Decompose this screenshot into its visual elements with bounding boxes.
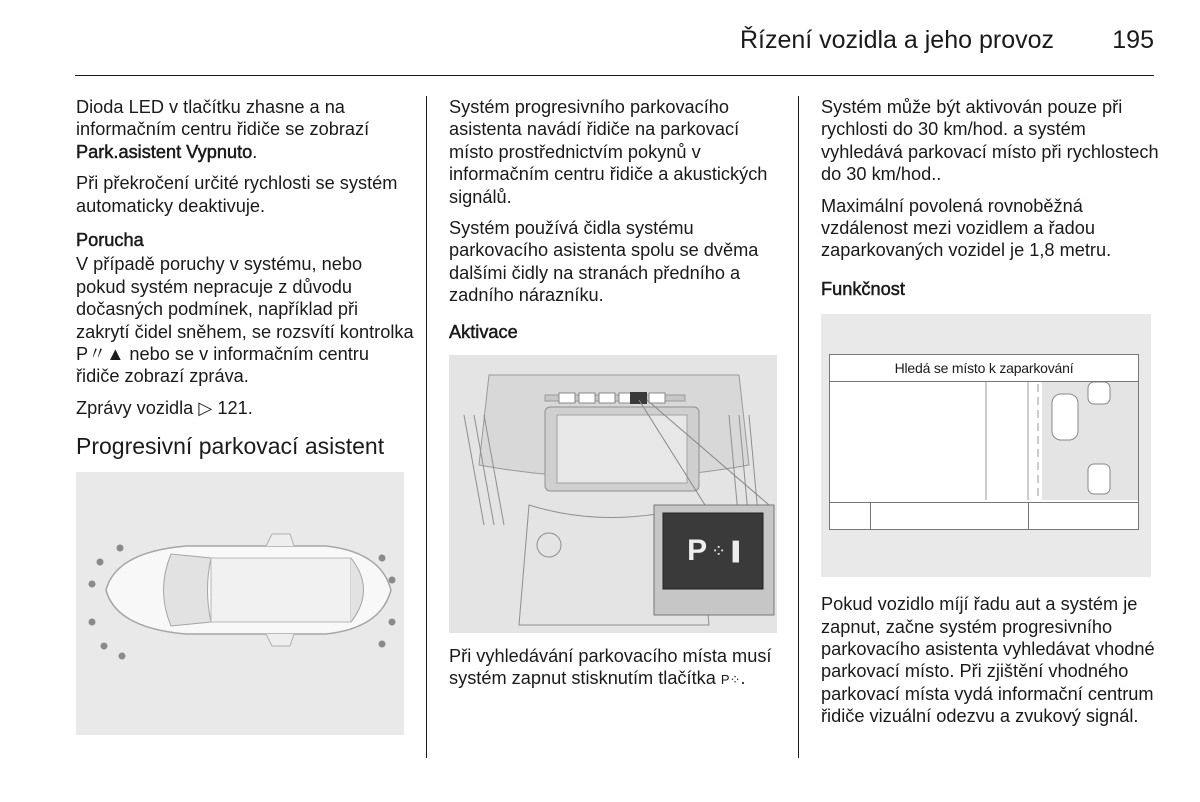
- paragraph-led-off: Dioda LED v tlačítku zhasne a na informačním centru řidiče se zobrazí Park.asistent Vypnuto.: [76, 97, 370, 162]
- header-rule: [75, 75, 1154, 76]
- paragraph-fault: V případě poruchy v systému, nebo pokud systém nepracuje z důvodu dočasných podmínek, například při zakrytí čidel sněhem, se rozsvítí kontrolka P〃▲ nebo se v informačním centru řidiče zobrazí zpráva.: [76, 254, 414, 387]
- driver-info-display: [829, 354, 1139, 530]
- paragraph-auto-deactivate: Při překročení určité rychlosti se systém automaticky deaktivuje.: [76, 173, 398, 216]
- dashboard-graphic: [449, 355, 777, 633]
- park-assist-icon: ⁘▐: [711, 541, 739, 562]
- page-reference-arrow-icon: ▷: [198, 397, 213, 418]
- section-title: Progresivní parkovací asistent: [76, 433, 385, 460]
- parking-lane-graphic: [830, 382, 1138, 500]
- paragraph-system-guides: Systém progresivního parkovacího asistenta navádí řidiče na parkovací místo prostřednictvím pokynů v informačním centru řidiče a akustických signálů.: [449, 97, 768, 207]
- park-assist-button-label: P: [687, 533, 708, 567]
- car-sensors-illustration: [76, 472, 404, 735]
- car-top-view-graphic: [76, 472, 404, 735]
- paragraph-sensors: Systém používá čidla systému parkovacího asistenta spolu se dvěma dalšími čidly na stranách předního a zadního nárazníku.: [449, 218, 759, 306]
- display-parking-graphic: [830, 382, 1138, 500]
- info-display-illustration: [821, 314, 1151, 577]
- page-reference-link[interactable]: 121.: [212, 397, 253, 418]
- paragraph-functionality: Pokud vozidlo míjí řadu aut a systém je zapnut, začne systém progresivního parkovacího asistenta vyhledávat vhodné parkovací místo. Při zjištění vhodného parkovací místa vydá informační centrum řidiče vizuální odezvu a zvukový signál.: [821, 594, 1155, 727]
- heading-porucha: Porucha: [76, 230, 144, 251]
- park-assist-warning-icon: P〃▲: [76, 344, 125, 365]
- paragraph-vehicle-messages: Zprávy vozidla ▷ 121.: [76, 397, 253, 418]
- park-assist-button-icon: P⁘: [720, 672, 741, 688]
- column-3: [821, 96, 1161, 737]
- column-1: [76, 96, 416, 735]
- dashboard-button-illustration: [449, 355, 777, 633]
- header-title: Řízení vozidla a jeho provoz: [739, 26, 1054, 54]
- display-status-bar: [830, 502, 1138, 529]
- park-assist-button[interactable]: [667, 517, 759, 585]
- column-divider-2: [798, 96, 799, 758]
- heading-funkcnost: Funkčnost: [821, 278, 905, 299]
- column-2: [449, 96, 779, 701]
- display-message: Park.asistent Vypnuto: [76, 141, 253, 162]
- column-divider-1: [426, 96, 427, 758]
- paragraph-distance: Maximální povolená rovnoběžná vzdálenost mezi vozidlem a řadou zaparkovaných vozidel je 1,8 metru.: [821, 195, 1112, 261]
- display-title: Hledá se místo k zaparkování: [830, 355, 1138, 382]
- paragraph-activation: Při vyhledávání parkovacího místa musí systém zapnut stisknutím tlačítka P⁘.: [449, 646, 772, 689]
- page-number: 195: [1112, 26, 1154, 54]
- paragraph-speed-limit: Systém může být aktivován pouze při rychlosti do 30 km/hod. a systém vyhledává parkovací místo při rychlostech do 30 km/hod..: [821, 97, 1159, 185]
- heading-aktivace: Aktivace: [449, 321, 518, 342]
